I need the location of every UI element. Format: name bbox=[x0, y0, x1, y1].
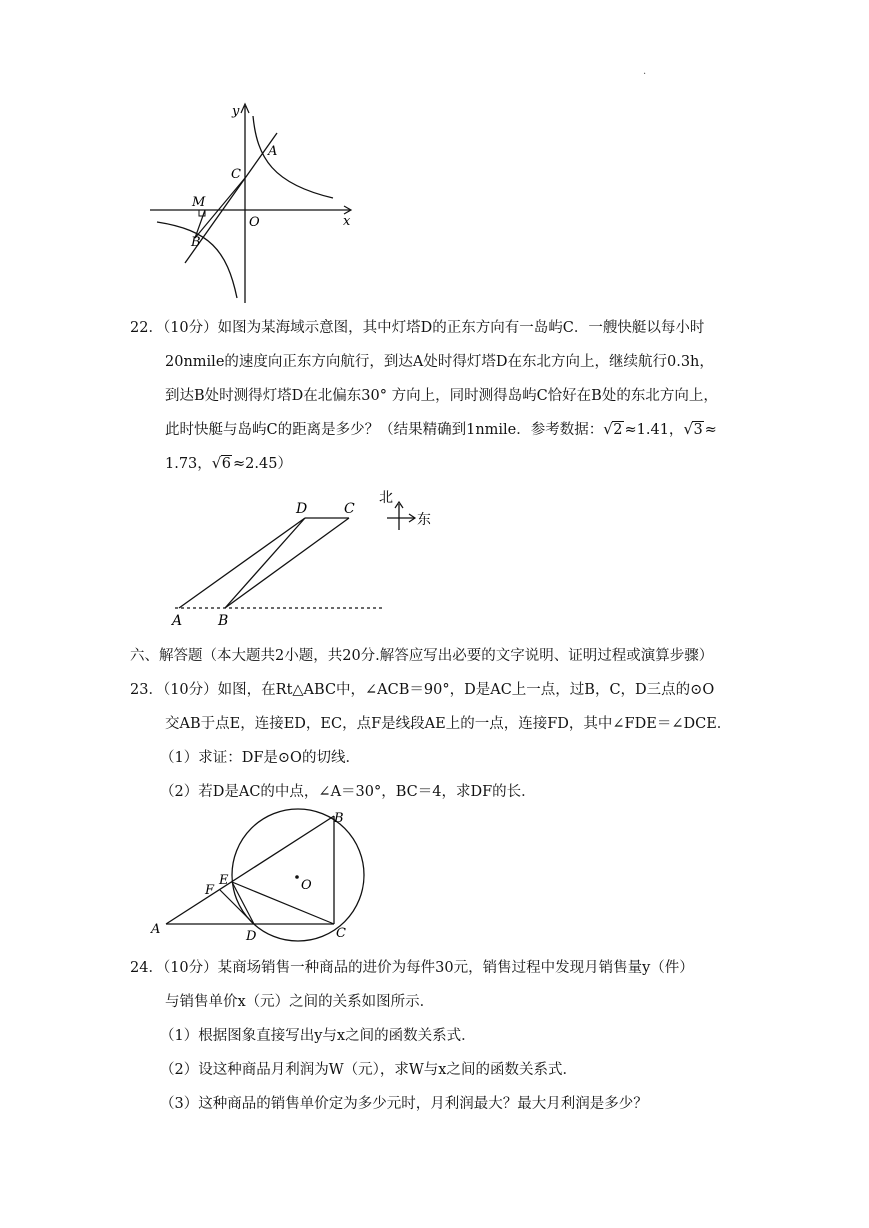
sqrt-3-approx: ≈ bbox=[704, 422, 717, 438]
figure-q21-coordinate-plane bbox=[145, 98, 365, 308]
page-mark: . bbox=[643, 66, 647, 77]
sqrt-6-approx: ≈2.45） bbox=[233, 456, 292, 472]
q23-part-2: （2）若D是AC的中点，∠A＝30°，BC＝4，求DF的长． bbox=[160, 784, 536, 800]
line-AB bbox=[166, 816, 334, 924]
line-MB bbox=[195, 210, 205, 238]
label-east: 东 bbox=[417, 512, 431, 528]
line-ED bbox=[232, 882, 254, 924]
label-y: y bbox=[232, 104, 240, 119]
q22-line-5 bbox=[165, 454, 292, 474]
label-D: D bbox=[296, 501, 308, 517]
line-FD bbox=[220, 890, 254, 924]
label-B: B bbox=[334, 811, 344, 826]
label-A: A bbox=[268, 144, 278, 159]
q24-part-2: （2）设这种商品月利润为W（元），求W与x之间的函数关系式． bbox=[160, 1062, 577, 1078]
line-BD bbox=[225, 518, 305, 608]
q24-line-1: 24．（10分）某商场销售一种商品的进价为每件30元，销售过程中发现月销售量y（件） bbox=[130, 960, 694, 976]
label-C: C bbox=[336, 926, 346, 941]
q24-line-2: 与销售单价x（元）之间的关系如图所示． bbox=[165, 994, 435, 1010]
section-6-heading: 六、解答题（本大题共2小题，共20分.解答应写出必要的文字说明、证明过程或演算步骤） bbox=[130, 648, 714, 664]
label-C: C bbox=[231, 167, 241, 182]
q22-graph bbox=[165, 486, 455, 630]
q21-graph bbox=[145, 98, 365, 308]
figure-q23-circle bbox=[148, 806, 368, 946]
label-E: E bbox=[219, 873, 229, 888]
q22-line-4-text: 此时快艇与岛屿C的距离是多少？（结果精确到1nmile．参考数据： bbox=[165, 422, 604, 438]
q22-line-3: 到达B处时测得灯塔D在北偏东30° 方向上，同时测得岛屿C恰好在B处的东北方向上， bbox=[165, 388, 718, 404]
sqrt-2: √ 2 bbox=[603, 420, 623, 438]
q23-part-1: （1）求证：DF是⊙O的切线． bbox=[160, 750, 360, 766]
q22-line-2: 20nmile的速度向正东方向航行，到达A处时得灯塔D在东北方向上，继续航行0.3h， bbox=[165, 354, 714, 370]
q22-line-4 bbox=[165, 420, 717, 440]
q22-line-5-text: 1.73， bbox=[165, 456, 212, 472]
label-B: B bbox=[191, 235, 201, 250]
figure-q22-sea-map bbox=[165, 486, 455, 630]
label-x: x bbox=[343, 214, 351, 229]
q23-line-2: 交AB于点E，连接ED，EC，点F是线段AE上的一点，连接FD，其中∠FDE＝∠DCE． bbox=[165, 716, 732, 732]
label-A: A bbox=[151, 922, 161, 937]
label-A: A bbox=[172, 613, 183, 629]
label-C: C bbox=[344, 501, 355, 517]
sqrt-6: √ 6 bbox=[211, 454, 232, 472]
label-origin: O bbox=[249, 215, 260, 230]
label-O: O bbox=[301, 878, 312, 893]
q24-part-1: （1）根据图象直接写出y与x之间的函数关系式． bbox=[160, 1028, 476, 1044]
q22-line-1: 22．（10分）如图为某海域示意图，其中灯塔D的正东方向有一岛屿C．一艘快艇以每小时 bbox=[130, 320, 705, 336]
label-north: 北 bbox=[379, 490, 393, 506]
hyperbola-branch-1 bbox=[253, 116, 333, 198]
sqrt-3: √ 3 bbox=[683, 420, 703, 438]
q23-line-1: 23．（10分）如图，在Rt△ABC中，∠ACB＝90°，D是AC上一点，过B，C，D三点的⊙O bbox=[130, 682, 715, 698]
sqrt-2-approx: ≈1.41， bbox=[624, 422, 684, 438]
label-F: F bbox=[205, 883, 215, 898]
label-B: B bbox=[218, 613, 229, 629]
label-D: D bbox=[246, 929, 257, 944]
q23-graph bbox=[148, 806, 368, 946]
label-M: M bbox=[192, 195, 206, 210]
center-dot bbox=[295, 875, 299, 879]
q24-part-3: （3）这种商品的销售单价定为多少元时，月利润最大？最大月利润是多少？ bbox=[160, 1096, 648, 1112]
